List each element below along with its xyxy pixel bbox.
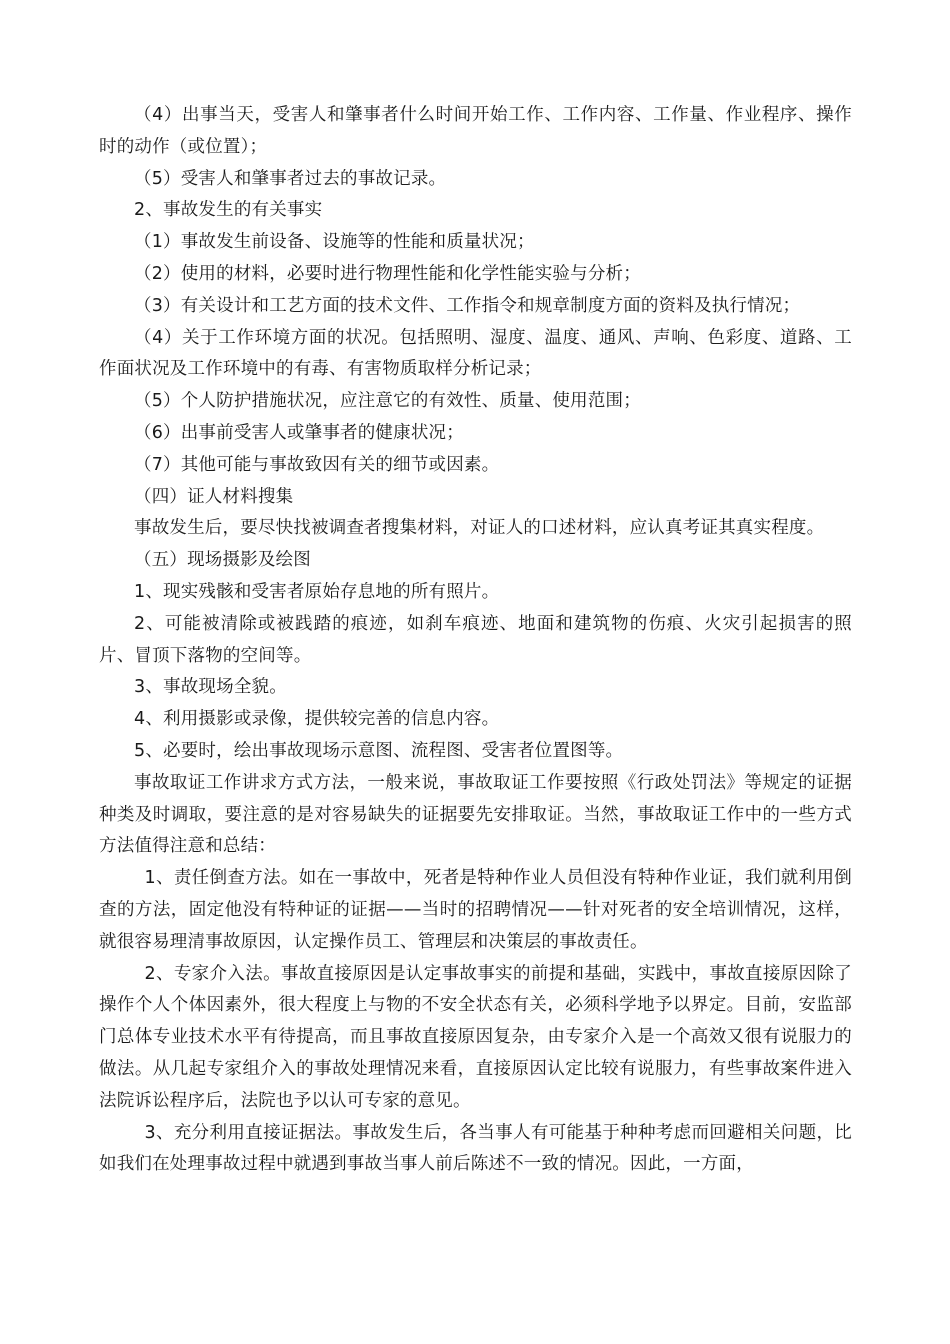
paragraph: 2、可能被清除或被践踏的痕迹，如刹车痕迹、地面和建筑物的伤痕、火灾引起损害的照片、冒顶下落物的空间等。: [99, 613, 852, 666]
paragraph: 3、充分利用直接证据法。事故发生后，各当事人有可能基于种种考虑而回避相关问题，比如我们在处理事故过程中就遇到事故当事人前后陈述不一致的情况。因此，一方面，: [99, 1122, 852, 1175]
paragraph: （4）出事当天，受害人和肇事者什么时间开始工作、工作内容、工作量、作业程序、操作时的动作（或位置）；: [99, 105, 852, 157]
paragraph: （4）关于工作环境方面的状况。包括照明、湿度、温度、通风、声响、色彩度、道路、工作面状况及工作环境中的有毒、有害物质取样分析记录；: [99, 327, 852, 380]
section-heading: 2、事故发生的有关事实: [134, 200, 323, 221]
paragraph: （5）个人防护措施状况，应注意它的有效性、质量、使用范围；: [134, 391, 641, 412]
section-heading: （五）现场摄影及绘图: [134, 550, 311, 571]
paragraph: （2）使用的材料，必要时进行物理性能和化学性能实验与分析；: [134, 263, 641, 284]
paragraph: 事故发生后，要尽快找被调查者搜集材料，对证人的口述材料，应认真考证其真实程度。: [134, 518, 825, 539]
section-heading: （四）证人材料搜集: [134, 486, 294, 507]
paragraph: （6）出事前受害人或肇事者的健康状况；: [134, 422, 464, 443]
paragraph: （5）受害人和肇事者过去的事故记录。: [134, 168, 447, 189]
paragraph: （7）其他可能与事故致因有关的细节或因素。: [134, 454, 500, 475]
paragraph: 5、必要时，绘出事故现场示意图、流程图、受害者位置图等。: [134, 740, 624, 761]
paragraph: 1、现实残骸和受害者原始存息地的所有照片。: [134, 581, 500, 602]
paragraph: 2、专家介入法。事故直接原因是认定事故事实的前提和基础，实践中，事故直接原因除了操作个人个体因素外，很大程度上与物的不安全状态有关，必须科学地予以界定。目前，安监部门总体专业技术水平有待提高，而且事故直接原因复杂，由专家介入是一个高效又很有说服力的做法。从几起专家组介入的事故处理情况来看，直接原因认定比较有说服力，有些事故案件进入法院诉讼程序后，法院也予以认可专家的意见。: [99, 963, 852, 1111]
paragraph: （3）有关设计和工艺方面的技术文件、工作指令和规章制度方面的资料及执行情况；: [134, 295, 801, 316]
paragraph: 4、利用摄影或录像，提供较完善的信息内容。: [134, 709, 500, 730]
paragraph: 3、事故现场全貌。: [134, 677, 287, 698]
paragraph: 事故取证工作讲求方式方法，一般来说，事故取证工作要按照《行政处罚法》等规定的证据种类及时调取，要注意的是对容易缺失的证据要先安排取证。当然，事故取证工作中的一些方式方法值得注意和总结：: [99, 772, 852, 857]
paragraph: （1）事故发生前设备、设施等的性能和质量状况；: [134, 232, 535, 253]
paragraph: 1、责任倒查方法。如在一事故中，死者是特种作业人员但没有特种作业证，我们就利用倒查的方法，固定他没有特种证的证据——当时的招聘情况——针对死者的安全培训情况，这样，就很容易理清事故原因，认定操作员工、管理层和决策层的事故责任。: [99, 868, 852, 952]
document-body: [99, 100, 852, 1181]
